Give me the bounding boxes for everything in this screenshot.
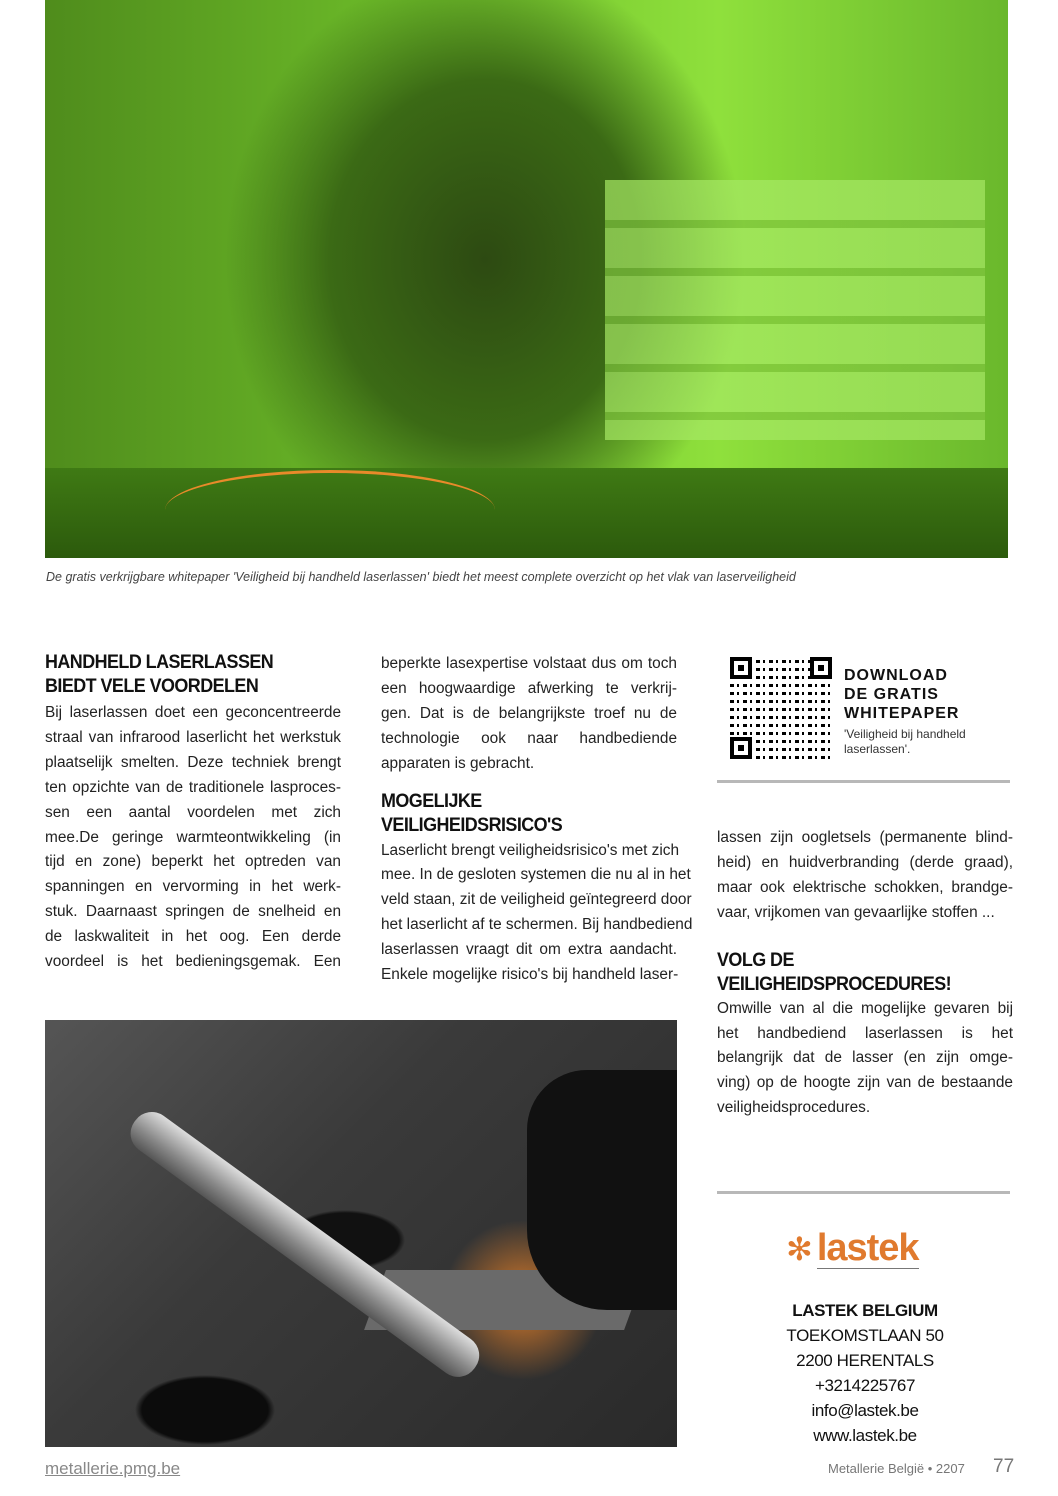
text-line: lassen zijn oogletsels (permanente blind-: [717, 829, 1013, 846]
text-line: stuk. Daarnaast springen de snelheid en: [45, 903, 341, 921]
sponsor-address: [740, 1298, 990, 1448]
text-line: sen een aantal voordelen met zich: [45, 803, 341, 821]
download-subtitle: [844, 727, 966, 757]
heading-line: VOLG DE: [717, 948, 794, 971]
photo-caption: De gratis verkrijgbare whitepaper 'Veiligheid bij handheld laserlassen' biedt het meest complete overzicht op het vlak van laserveiligheid: [46, 570, 796, 584]
column-2: [381, 652, 693, 988]
text-line: voordeel is het bedieningsgemak. Een: [45, 953, 341, 971]
qr-finder: [730, 657, 752, 679]
text-line: Laserlicht brengt veiligheidsrisico's met zich: [381, 841, 680, 859]
heading-advantages: [45, 650, 317, 698]
divider: [717, 780, 1010, 783]
text-line: het handbediend laserlassen is het: [717, 1024, 1013, 1042]
text-line: gen. Dat is de belangrijkste troef nu de: [381, 704, 677, 722]
website-link[interactable]: www.lastek.be: [813, 1426, 917, 1445]
subtitle-line: laserlassen'.: [844, 742, 911, 756]
subtitle-line: 'Veiligheid bij handheld: [844, 727, 966, 741]
laser-torch-photo: [45, 1020, 677, 1447]
laser-welding-photo: [45, 0, 1008, 558]
text-line: spanningen en vervorming in het werk-: [45, 878, 341, 896]
title-line: DOWNLOAD: [844, 667, 948, 684]
title-line: WHITEPAPER: [844, 705, 960, 722]
text-line: veiligheidsprocedures.: [717, 1099, 871, 1117]
footer-site-link[interactable]: metallerie.pmg.be: [45, 1459, 181, 1478]
text-line: plaatselijk smelten. Deze techniek brengt: [45, 753, 341, 771]
street: TOEKOMSTLAAN 50: [786, 1326, 944, 1345]
qr-code[interactable]: [730, 657, 832, 759]
laser-torch: [123, 1104, 487, 1385]
glove: [527, 1070, 677, 1310]
city: 2200 HERENTALS: [796, 1351, 934, 1370]
text-line: de laskwaliteit in het oog. Een derde: [45, 928, 341, 946]
text-line: laserlassen vraagt dit om extra aandacht.: [381, 941, 677, 959]
footer-magazine: Metallerie België • 2207: [828, 1461, 965, 1476]
text-line: mee.De geringe warmteontwikkeling (in: [45, 828, 341, 846]
qr-finder: [730, 737, 752, 759]
email-link[interactable]: info@lastek.be: [811, 1401, 919, 1420]
text-line: Omwille van al die mogelijke gevaren bij: [717, 999, 1013, 1017]
text-line: Bij laserlassen doet een geconcentreerde: [45, 704, 341, 721]
text-line: beperkte lasexpertise volstaat dus om toch: [381, 655, 677, 672]
text-line: het laserlicht af te schermen. Bij handbediend: [381, 916, 693, 934]
text-line: technologie ook naar handbediende: [381, 729, 677, 747]
orange-cable: [165, 470, 495, 550]
text-line: belangrijk dat de lasser (en zijn omge-: [717, 1049, 1013, 1067]
download-title: [844, 666, 959, 723]
workshop-shelf: [605, 180, 985, 440]
company-name: LASTEK BELGIUM: [792, 1301, 938, 1320]
phone: +3214225767: [814, 1376, 916, 1395]
heading-line: HANDHELD LASERLASSEN: [45, 651, 274, 673]
heading-risks: MOGELIJKE VEILIGHEIDSRISICO'S: [381, 789, 563, 836]
text-line: ving) op de hoogte zijn van de bestaande: [717, 1074, 1013, 1092]
page-number: 77: [993, 1456, 1015, 1477]
text-line: mee. In de gesloten systemen die nu al in het: [381, 866, 691, 884]
heading-line: BIEDT VELE VOORDELEN: [45, 675, 259, 697]
heading-procedures: [717, 948, 989, 996]
title-line: DE GRATIS: [844, 686, 939, 703]
text-line: apparaten is gebracht.: [381, 754, 535, 772]
text-line: maar ook elektrische schokken, brandge-: [717, 878, 1013, 896]
heading-line: VEILIGHEIDSPROCEDURES!: [717, 972, 952, 995]
text-line: een hoogwaardige afwerking te verkrij-: [381, 679, 677, 697]
sun-icon: ✻: [786, 1230, 813, 1267]
column-1: [45, 650, 341, 975]
text-line: Enkele mogelijke risico's bij handheld laser-: [381, 966, 679, 984]
logo-text: lastek: [816, 1227, 919, 1269]
text-line: ten opzichte van de traditionele lasproces-: [45, 778, 341, 796]
text-line: straal van infrarood laserlicht het werkstuk: [45, 728, 341, 746]
qr-finder: [810, 657, 832, 679]
column-3: [717, 826, 1013, 1121]
text-line: veld staan, zit de veiligheid geïntegreerd door: [381, 891, 692, 909]
lastek-logo: [786, 1228, 919, 1269]
text-line: vaar, vrijkomen van gevaarlijke stoffen ...: [717, 903, 995, 921]
divider: [717, 1191, 1010, 1194]
text-line: heid) en huidverbranding (derde graad),: [717, 853, 1013, 871]
text-line: tijd en zone) beperkt het optreden van: [45, 853, 341, 871]
